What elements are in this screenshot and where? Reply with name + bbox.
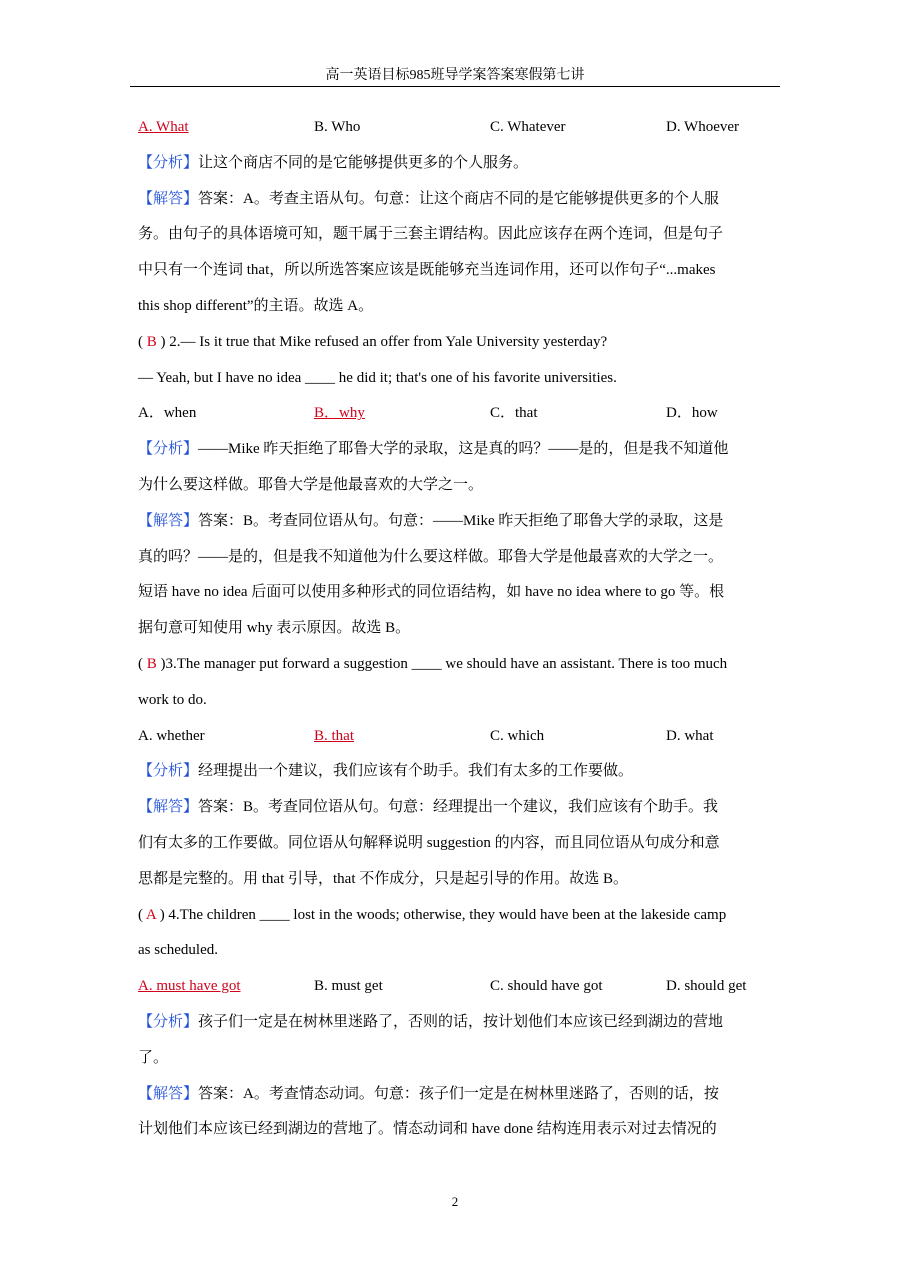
q3-stem: ( B )3.The manager put forward a suggestion ____ we should have an assistant. There is too much bbox=[138, 655, 728, 672]
analysis-tag: 【分析】 bbox=[138, 763, 199, 780]
q1-options bbox=[138, 114, 770, 150]
q2-stem-line: — Yeah, but I have no idea ____ he did it; that's one of his favorite universities. bbox=[138, 369, 617, 386]
q2-stem: ( B ) 2.— Is it true that Mike refused an offer from Yale University yesterday? bbox=[138, 333, 608, 350]
q4-options bbox=[138, 973, 770, 1009]
q1-option-c: C. Whatever bbox=[490, 119, 566, 135]
analysis-tag: 【分析】 bbox=[138, 441, 199, 458]
solution-tag: 【解答】 bbox=[138, 799, 199, 816]
q2-option-c: C．that bbox=[490, 405, 538, 422]
q2-option-b: B．why bbox=[314, 405, 365, 422]
q1-analysis bbox=[138, 150, 770, 186]
analysis-tag: 【分析】 bbox=[138, 154, 199, 171]
q1-option-a: A. What bbox=[138, 119, 189, 135]
q2-analysis-line: 为什么要这样做。耶鲁大学是他最喜欢的大学之一。 bbox=[138, 476, 484, 493]
q4-solution bbox=[138, 1081, 770, 1117]
q3-stem-line: work to do. bbox=[138, 691, 207, 708]
q4-analysis bbox=[138, 1009, 770, 1045]
q2-solution-line: 据句意可知使用 why 表示原因。故选 B。 bbox=[138, 620, 411, 637]
q3-solution bbox=[138, 794, 770, 830]
q4-option-d: D. should get bbox=[666, 978, 747, 995]
q3-answer: B bbox=[146, 655, 157, 672]
q2-option-a: A．when bbox=[138, 405, 197, 422]
analysis-text: ——Mike 昨天拒绝了耶鲁大学的录取，这是真的吗？——是的，但是我不知道他 bbox=[198, 441, 729, 458]
q1-solution-line: 务。由句子的具体语境可知，题干属于三套主谓结构。因此应该存在两个连词，但是句子 bbox=[138, 226, 724, 243]
q1-solution bbox=[138, 186, 770, 222]
q3-option-d: D. what bbox=[666, 727, 714, 744]
q2-solution-line: 真的吗？——是的，但是我不知道他为什么要这样做。耶鲁大学是他最喜欢的大学之一。 bbox=[138, 548, 724, 565]
q4-stem-text: ) 4.The children ____ lost in the woods; otherwise, they would have been at the lakeside camp bbox=[159, 906, 727, 923]
header-rule bbox=[130, 86, 780, 87]
solution-text: 答案：B。考查同位语从句。句意：——Mike 昨天拒绝了耶鲁大学的录取，这是 bbox=[198, 512, 724, 529]
page-content bbox=[138, 114, 770, 1152]
q1-solution-line: this shop different”的主语。故选 A。 bbox=[138, 297, 374, 314]
q4-answer: A bbox=[145, 906, 156, 923]
solution-text: 答案：B。考查同位语从句。句意：经理提出一个建议，我们应该有个助手。我 bbox=[198, 799, 719, 816]
q4-stem-line: as scheduled. bbox=[138, 942, 218, 959]
q4-option-a: A. must have got bbox=[138, 978, 241, 995]
q4-solution-line: 计划他们本应该已经到湖边的营地了。情态动词和 have done 结构连用表示对过去情况的 bbox=[138, 1121, 717, 1138]
q2-option-d: D．how bbox=[666, 405, 718, 422]
q3-options bbox=[138, 723, 770, 759]
q2-solution-line: 短语 have no idea 后面可以使用多种形式的同位语结构，如 have no idea where to go 等。根 bbox=[138, 584, 725, 601]
q2-analysis bbox=[138, 436, 770, 472]
q1-solution-line: 中只有一个连词 that，所以所选答案应该是既能够充当连词作用，还可以作句子“...makes bbox=[138, 262, 716, 279]
q4-option-c: C. should have got bbox=[490, 978, 603, 995]
solution-text: 答案：A。考查情态动词。句意：孩子们一定是在树林里迷路了，否则的话，按 bbox=[198, 1085, 719, 1102]
q4-analysis-line: 了。 bbox=[138, 1049, 169, 1066]
q1-option-d: D. Whoever bbox=[666, 119, 740, 135]
q4-option-b: B. must get bbox=[314, 978, 383, 995]
analysis-text: 孩子们一定是在树林里迷路了，否则的话，按计划他们本应该已经到湖边的营地 bbox=[198, 1013, 724, 1030]
q3-analysis bbox=[138, 758, 770, 794]
page-number: 2 bbox=[451, 1194, 459, 1209]
q2-options bbox=[138, 400, 770, 436]
q4-stem: ( A ) 4.The children ____ lost in the woods; otherwise, they would have been at the lakeside camp bbox=[138, 906, 727, 923]
solution-tag: 【解答】 bbox=[138, 1085, 199, 1102]
q1-option-b: B. Who bbox=[314, 119, 361, 135]
analysis-tag: 【分析】 bbox=[138, 1013, 199, 1030]
solution-tag: 【解答】 bbox=[138, 512, 199, 529]
q3-option-a: A. whether bbox=[138, 727, 205, 744]
solution-text: 答案：A。考查主语从句。句意：让这个商店不同的是它能够提供更多的个人服 bbox=[198, 190, 719, 207]
analysis-text: 让这个商店不同的是它能够提供更多的个人服务。 bbox=[198, 154, 529, 171]
q2-solution bbox=[138, 508, 770, 544]
q3-solution-line: 思都是完整的。用 that 引导，that 不作成分，只是起引导的作用。故选 B。 bbox=[138, 870, 628, 887]
analysis-text: 经理提出一个建议，我们应该有个助手。我们有太多的工作要做。 bbox=[198, 763, 634, 780]
q3-solution-line: 们有太多的工作要做。同位语从句解释说明 suggestion 的内容，而且同位语从句成分和意 bbox=[138, 834, 720, 851]
page-header: 高一英语目标985班导学案答案寒假第七讲 bbox=[325, 68, 585, 83]
q3-option-c: C. which bbox=[490, 727, 545, 744]
q2-answer: B bbox=[146, 333, 157, 350]
q3-option-b: B. that bbox=[314, 727, 354, 744]
q3-stem-text: )3.The manager put forward a suggestion ____ we should have an assistant. There is too much bbox=[160, 655, 728, 672]
solution-tag: 【解答】 bbox=[138, 190, 199, 207]
q2-stem-text: ) 2.— Is it true that Mike refused an offer from Yale University yesterday? bbox=[160, 333, 608, 350]
